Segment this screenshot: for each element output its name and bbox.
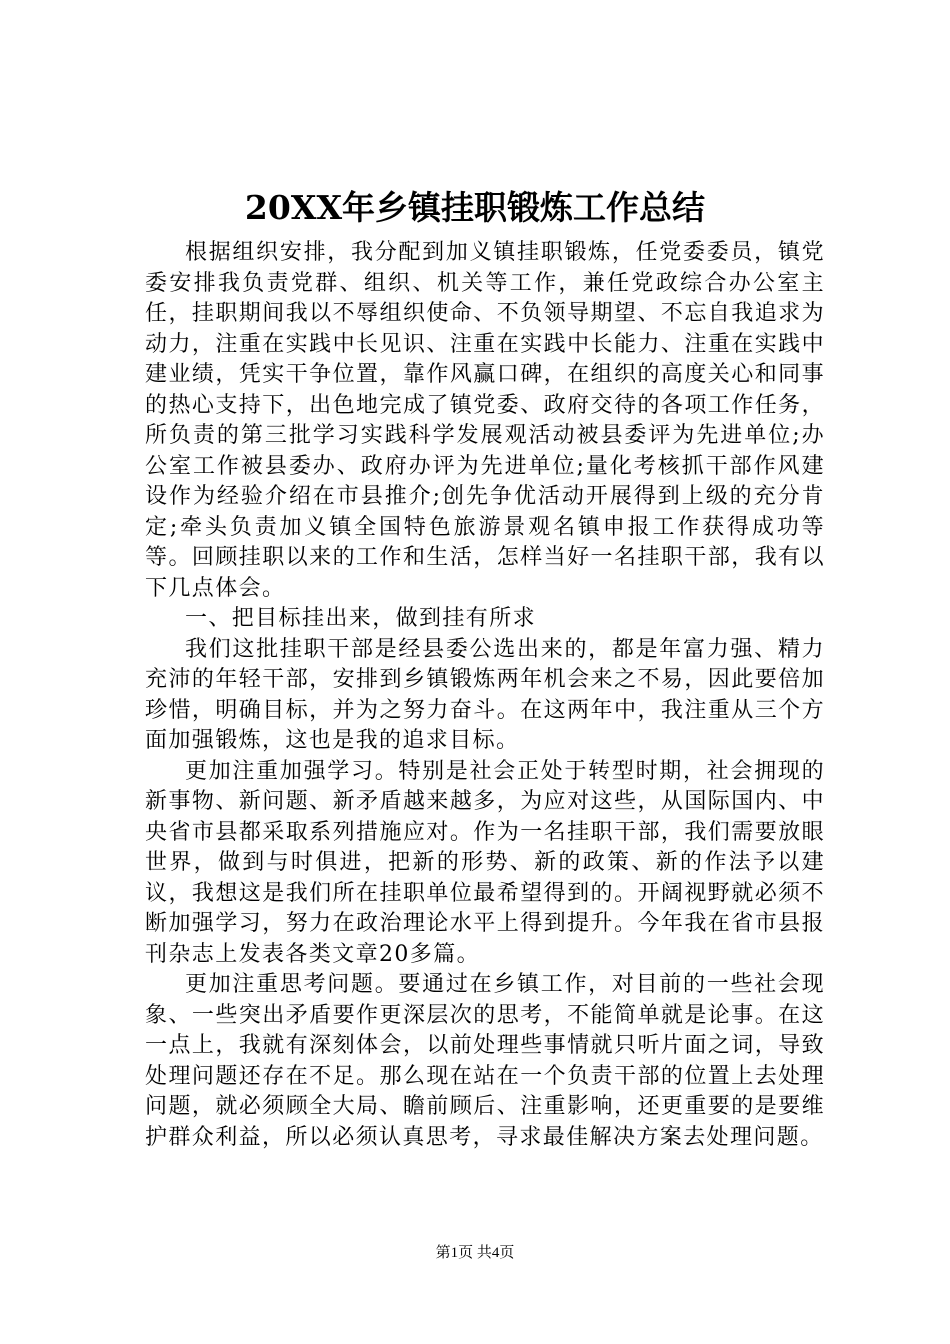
paragraph-goals: 我们这批挂职干部是经县委公选出来的，都是年富力强、精力充沛的年轻干部，安排到乡镇锻炼两年机会来之不易，因此要倍加珍惜，明确目标，并为之努力奋斗。在这两年中，我注重从三个方面加强锻炼，这也是我的追求目标。	[145, 636, 825, 753]
document-body	[145, 238, 825, 1153]
page-number-footer: 第1页 共4页	[435, 1245, 515, 1261]
document-title: 20XX年乡镇挂职锻炼工作总结	[244, 188, 706, 227]
section-heading-1: 一、把目标挂出来，做到挂有所求	[185, 606, 537, 631]
paragraph-intro: 根据组织安排，我分配到加义镇挂职锻炼，任党委委员，镇党委安排我负责党群、组织、机关等工作，兼任党政综合办公室主任，挂职期间我以不辱组织使命、不负领导期望、不忘自我追求为动力，注重在实践中长见识、注重在实践中长能力、注重在实践中建业绩，凭实干争位置，靠作风赢口碑，在组织的高度关心和同事的热心支持下，出色地完成了镇党委、政府交待的各项工作任务，所负责的第三批学习实践科学发展观活动被县委评为先进单位;办公室工作被县委办、政府办评为先进单位;量化考核抓干部作风建设作为经验介绍在市县推介;创先争优活动开展得到上级的充分肯定;牵头负责加义镇全国特色旅游景观名镇申报工作获得成功等等。回顾挂职以来的工作和生活，怎样当好一名挂职干部，我有以下几点体会。	[145, 240, 825, 601]
paragraph-study: 更加注重加强学习。特别是社会正处于转型时期，社会拥现的新事物、新问题、新矛盾越来越多，为应对这些，从国际国内、中央省市县都采取系列措施应对。作为一名挂职干部，我们需要放眼世界，做到与时俱进，把新的形势、新的政策、新的作法予以建议，我想这是我们所在挂职单位最希望得到的。开阔视野就必须不断加强学习，努力在政治理论水平上得到提升。今年我在省市县报刊杂志上发表各类文章20多篇。	[145, 758, 825, 967]
paragraph-thinking: 更加注重思考问题。要通过在乡镇工作，对目前的一些社会现象、一些突出矛盾要作更深层次的思考，不能简单就是论事。在这一点上，我就有深刻体会，以前处理些事情就只听片面之词，导致处理问题还存在不足。那么现在站在一个负责干部的位置上去处理问题，就必须顾全大局、瞻前顾后、注重影响，还更重要的是要维护群众利益，所以必须认真思考，寻求最佳解决方案去处理问题。	[145, 972, 825, 1150]
